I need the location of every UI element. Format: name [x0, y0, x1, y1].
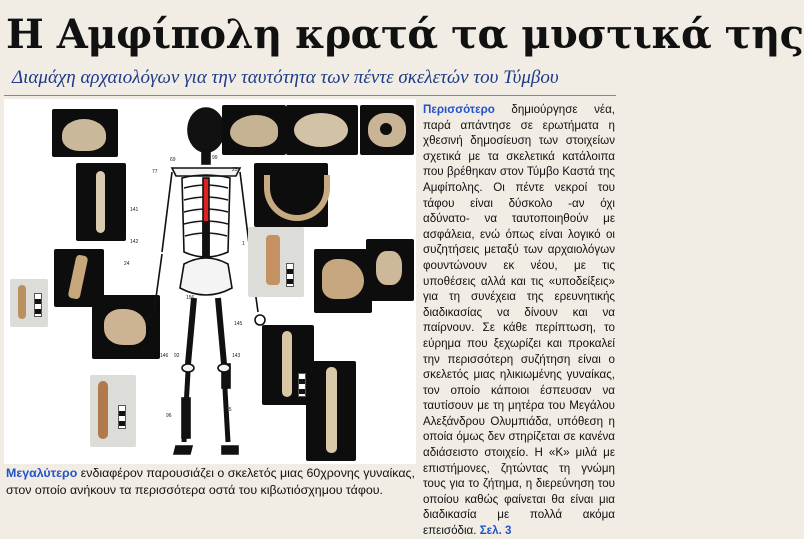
skeleton-label: 1 — [242, 241, 245, 247]
skeleton-label: 142 — [130, 239, 139, 245]
skeleton-label: 143 — [232, 353, 241, 359]
bone-photo-femur-top — [76, 163, 126, 241]
bone-photo-fragment-right — [248, 227, 304, 297]
skeleton-figure — [4, 99, 416, 464]
subheadline: Διαμάχη αρχαιολόγων για την ταυτότητα των πέντε σκελετών του Τύμβου — [12, 67, 559, 88]
body-lead: Περισσότερο — [423, 103, 495, 116]
divider — [4, 95, 616, 96]
skeleton-label: 24 — [124, 261, 130, 267]
skeleton-label: 146 — [160, 353, 169, 359]
skeleton-label: 99 — [212, 155, 218, 161]
headline: Η Αμφίπολη κρατά τα μυστικά της — [6, 11, 804, 58]
bone-photo-fragment-far-right — [366, 239, 414, 301]
bone-photo-tibia-left — [90, 375, 136, 447]
article-body — [423, 102, 615, 539]
bone-photo-pelvis — [314, 249, 372, 313]
bone-photo-mandible — [254, 163, 328, 227]
page-reference[interactable]: Σελ. 3 — [479, 524, 512, 538]
skeleton-label: 77 — [152, 169, 158, 175]
figure-caption — [6, 465, 416, 498]
bone-photo-skull-right-2 — [286, 105, 358, 155]
caption-lead: Μεγαλύτερο — [6, 466, 78, 480]
bone-photo-skull-left — [52, 109, 118, 157]
skeleton-label: 141 — [130, 207, 139, 213]
skeleton-label: 25 — [232, 167, 238, 173]
skeleton-label: 156 — [186, 295, 195, 301]
bone-photo-skull-right-1 — [222, 105, 286, 155]
skeleton-label: 92 — [174, 353, 180, 359]
bone-photo-small-scale — [10, 279, 48, 327]
body-text: δημιούργησε νέα, παρά απάντησε σε ερωτήματα η χθεσινή δημοσίευση των στοιχείων σχετικά με τα σκελετικά κατάλοιπα που βρέθηκαν στον Τύμβο Καστά της Αμφίπολης. Οι πέντε νεκροί του τάφου είναι δύσκολο -αν όχι αδύνατο- να ταυτοποιηθούν με ασφάλεια, ενώ όπως είναι λογικό οι συζητήσεις μεταξύ των αρχαιολόγων φουντώνουν εκ νέου, με τις υποθέσεις αλλά και τις «υποδείξεις» για τη συνέχεια της ερευνητικής διαδικασίας να δίνουν και να παίρνουν. Σε κάθε περίπτωση, το εύρημα που ξεχωρίζει και προκαλεί την περισσότερη συζήτηση είναι ο σκελετός μιας ηλικιωμένης γυναίκας, τον οποίο κάποιοι έσπευσαν να ταυτίσουν με τη μητέρα του Μεγάλου Αλεξάνδρου Ολυμπιάδα, υπόθεση η οποία όμως δεν στηρίζεται σε κανένα αδιάσειστο στοιχείο. Η «Κ» μιλά με επιστήμονες, ζητώντας τη γνώμη τους για το ζήτημα, η διερεύνηση του οποίου καθώς φαίνεται θα είναι μια διαδικασία με πολλά ακόμα επεισόδια. — [423, 103, 615, 538]
skeleton-label: 69 — [170, 157, 176, 163]
caption-text: ενδιαφέρον παρουσιάζει ο σκελετός μιας 60χρονης γυναίκας, στον οποίο ανήκουν τα περισσότερα οστά του κιβωτιόσχημου τάφου. — [6, 466, 415, 497]
skeleton-label: 145 — [234, 321, 243, 327]
skeleton-label: 95 — [226, 407, 232, 413]
bone-photo-tibia-right — [306, 361, 356, 461]
skeleton-label: 96 — [166, 413, 172, 419]
bone-photo-skull-base — [360, 105, 414, 155]
